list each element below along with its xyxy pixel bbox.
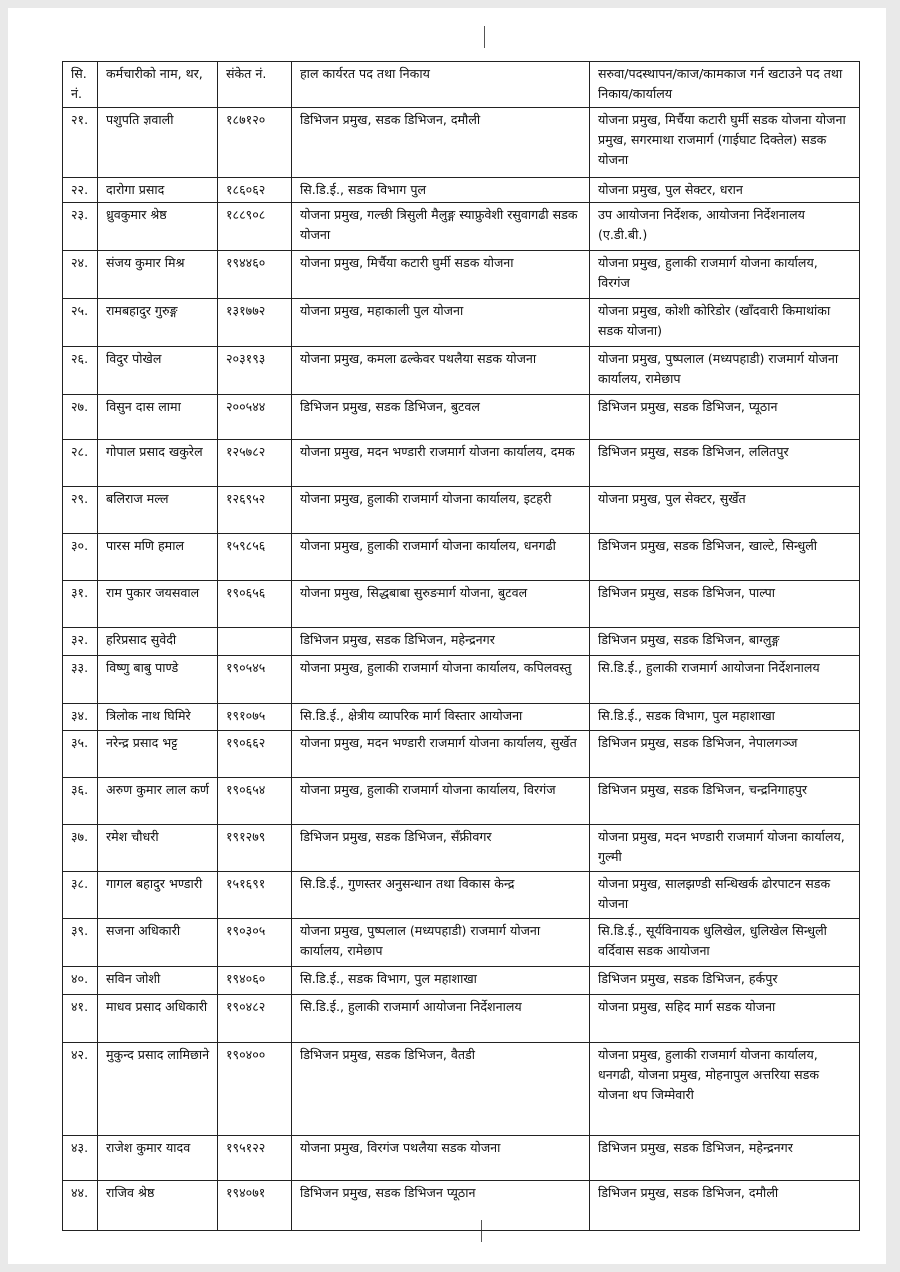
employee-name-cell: विसुन दास लामा <box>98 395 218 440</box>
employee-name-cell: गोपाल प्रसाद खकुरेल <box>98 440 218 487</box>
new-post-cell: योजना प्रमुख, पुल सेक्टर, सुर्खेत <box>590 487 860 534</box>
code-number-cell: १९०६६२ <box>218 731 292 778</box>
new-post-cell: सि.डि.ई., सडक विभाग, पुल महाशाखा <box>590 704 860 731</box>
current-post-cell: योजना प्रमुख, महाकाली पुल योजना <box>292 299 590 347</box>
current-post-cell: योजना प्रमुख, कमला ढल्केवर पथलैया सडक योजना <box>292 347 590 395</box>
employee-name-cell: नरेन्द्र प्रसाद भट्ट <box>98 731 218 778</box>
new-post-cell: डिभिजन प्रमुख, सडक डिभिजन, हर्कपुर <box>590 967 860 995</box>
employee-name-cell: सविन जोशी <box>98 967 218 995</box>
employee-name-cell: त्रिलोक नाथ घिमिरे <box>98 704 218 731</box>
table-row <box>63 1136 860 1181</box>
new-post-cell: डिभिजन प्रमुख, सडक डिभिजन, प्यूठान <box>590 395 860 440</box>
current-post-cell: डिभिजन प्रमुख, सडक डिभिजन, महेन्द्रनगर <box>292 628 590 656</box>
new-post-cell: डिभिजन प्रमुख, सडक डिभिजन, ललितपुर <box>590 440 860 487</box>
serial-number-cell: २८. <box>63 440 98 487</box>
code-number-cell: १९०६५६ <box>218 581 292 628</box>
table-header-row <box>63 62 860 108</box>
current-post-cell: योजना प्रमुख, हुलाकी राजमार्ग योजना कार्यालय, इटहरी <box>292 487 590 534</box>
table-row <box>63 581 860 628</box>
code-number-cell: १२६९५२ <box>218 487 292 534</box>
employee-name-cell: रमेश चौधरी <box>98 825 218 872</box>
new-post-cell: योजना प्रमुख, मदन भण्डारी राजमार्ग योजना कार्यालय, गुल्मी <box>590 825 860 872</box>
new-post-cell: डिभिजन प्रमुख, सडक डिभिजन, खाल्टे, सिन्धुली <box>590 534 860 581</box>
new-post-cell: डिभिजन प्रमुख, सडक डिभिजन, बाग्लुङ्ग <box>590 628 860 656</box>
serial-number-cell: २७. <box>63 395 98 440</box>
staff-transfer-table <box>62 61 860 1231</box>
new-post-cell: योजना प्रमुख, पुष्पलाल (मध्यपहाडी) राजमार्ग योजना कार्यालय, रामेछाप <box>590 347 860 395</box>
employee-name-cell: गागल बहादुर भण्डारी <box>98 872 218 919</box>
current-post-cell: योजना प्रमुख, मदन भण्डारी राजमार्ग योजना कार्यालय, दमक <box>292 440 590 487</box>
employee-name-cell: रामबहादुर गुरुङ्ग <box>98 299 218 347</box>
code-number-cell: १८७१२० <box>218 108 292 178</box>
employee-name-cell: बलिराज मल्ल <box>98 487 218 534</box>
current-post-cell: योजना प्रमुख, पुष्पलाल (मध्यपहाडी) राजमार्ग योजना कार्यालय, रामेछाप <box>292 919 590 967</box>
table-row <box>63 1043 860 1136</box>
header-current-post: हाल कार्यरत पद तथा निकाय <box>292 62 590 108</box>
employee-name-cell: हरिप्रसाद सुवेदी <box>98 628 218 656</box>
table-row <box>63 778 860 825</box>
code-number-cell: १८६०६२ <box>218 178 292 203</box>
code-number-cell: २००५४४ <box>218 395 292 440</box>
employee-name-cell: पशुपति ज्ञवाली <box>98 108 218 178</box>
new-post-cell: योजना प्रमुख, पुल सेक्टर, धरान <box>590 178 860 203</box>
code-number-cell: १३१७७२ <box>218 299 292 347</box>
new-post-cell: उप आयोजना निर्देशक, आयोजना निर्देशनालय (ए.डी.बी.) <box>590 203 860 251</box>
header-code-number: संकेत नं. <box>218 62 292 108</box>
serial-number-cell: २२. <box>63 178 98 203</box>
new-post-cell: योजना प्रमुख, कोशी कोरिडोर (खाँदवारी किमाथांका सडक योजना) <box>590 299 860 347</box>
serial-number-cell: ४०. <box>63 967 98 995</box>
code-number-cell: १५९८५६ <box>218 534 292 581</box>
new-post-cell: सि.डि.ई., हुलाकी राजमार्ग आयोजना निर्देशनालय <box>590 656 860 704</box>
new-post-cell: डिभिजन प्रमुख, सडक डिभिजन, महेन्द्रनगर <box>590 1136 860 1181</box>
serial-number-cell: २६. <box>63 347 98 395</box>
table-row <box>63 628 860 656</box>
new-post-cell: डिभिजन प्रमुख, सडक डिभिजन, पाल्पा <box>590 581 860 628</box>
employee-name-cell: राजिव श्रेष्ठ <box>98 1181 218 1231</box>
employee-name-cell: राम पुकार जयसवाल <box>98 581 218 628</box>
serial-number-cell: २३. <box>63 203 98 251</box>
header-serial-number: सि. नं. <box>63 62 98 108</box>
current-post-cell: योजना प्रमुख, विरगंज पथलैया सडक योजना <box>292 1136 590 1181</box>
current-post-cell: सि.डि.ई., गुणस्तर अनुसन्धान तथा विकास केन्द्र <box>292 872 590 919</box>
new-post-cell: डिभिजन प्रमुख, सडक डिभिजन, नेपालगञ्ज <box>590 731 860 778</box>
current-post-cell: योजना प्रमुख, गल्छी त्रिसुली मैलुङ्ग स्याफ्रुवेशी रसुवागढी सडक योजना <box>292 203 590 251</box>
serial-number-cell: ४३. <box>63 1136 98 1181</box>
serial-number-cell: ३४. <box>63 704 98 731</box>
table-row <box>63 299 860 347</box>
current-post-cell: योजना प्रमुख, हुलाकी राजमार्ग योजना कार्यालय, कपिलवस्तु <box>292 656 590 704</box>
serial-number-cell: ३६. <box>63 778 98 825</box>
serial-number-cell: ३३. <box>63 656 98 704</box>
table-row <box>63 108 860 178</box>
header-new-post: सरुवा/पदस्थापन/काज/कामकाज गर्न खटाउने पद तथा निकाय/कार्यालय <box>590 62 860 108</box>
current-post-cell: सि.डि.ई., सडक विभाग, पुल महाशाखा <box>292 967 590 995</box>
code-number-cell: १९०६५४ <box>218 778 292 825</box>
employee-name-cell: माधव प्रसाद अधिकारी <box>98 995 218 1043</box>
code-number-cell: १९०४८२ <box>218 995 292 1043</box>
employee-name-cell: मुकुन्द प्रसाद लामिछाने <box>98 1043 218 1136</box>
serial-number-cell: ४२. <box>63 1043 98 1136</box>
table-row <box>63 731 860 778</box>
code-number-cell: २०३१९३ <box>218 347 292 395</box>
serial-number-cell: ३९. <box>63 919 98 967</box>
scan-mark-top <box>484 26 485 48</box>
table-row <box>63 534 860 581</box>
current-post-cell: डिभिजन प्रमुख, सडक डिभिजन, सँफ्रीवगर <box>292 825 590 872</box>
current-post-cell: सि.डि.ई., हुलाकी राजमार्ग आयोजना निर्देशनालय <box>292 995 590 1043</box>
serial-number-cell: २९. <box>63 487 98 534</box>
current-post-cell: सि.डि.ई., क्षेत्रीय व्यापरिक मार्ग विस्तार आयोजना <box>292 704 590 731</box>
table-row <box>63 203 860 251</box>
table-row <box>63 656 860 704</box>
employee-name-cell: राजेश कुमार यादव <box>98 1136 218 1181</box>
current-post-cell: सि.डि.ई., सडक विभाग पुल <box>292 178 590 203</box>
serial-number-cell: ३१. <box>63 581 98 628</box>
serial-number-cell: २५. <box>63 299 98 347</box>
table-row <box>63 919 860 967</box>
table-row <box>63 440 860 487</box>
current-post-cell: योजना प्रमुख, हुलाकी राजमार्ग योजना कार्यालय, धनगढी <box>292 534 590 581</box>
table-row <box>63 995 860 1043</box>
new-post-cell: योजना प्रमुख, सहिद मार्ग सडक योजना <box>590 995 860 1043</box>
employee-name-cell: दारोगा प्रसाद <box>98 178 218 203</box>
table-row <box>63 704 860 731</box>
employee-name-cell: विदुर पोखेल <box>98 347 218 395</box>
serial-number-cell: ३८. <box>63 872 98 919</box>
table-row <box>63 967 860 995</box>
new-post-cell: सि.डि.ई., सूर्यविनायक धुलिखेल, धुलिखेल सिन्धुली वर्दिवास सडक आयोजना <box>590 919 860 967</box>
serial-number-cell: ३५. <box>63 731 98 778</box>
employee-name-cell: विष्णु बाबु पाण्डे <box>98 656 218 704</box>
serial-number-cell: २४. <box>63 251 98 299</box>
current-post-cell: डिभिजन प्रमुख, सडक डिभिजन प्यूठान <box>292 1181 590 1231</box>
code-number-cell: १९४०६० <box>218 967 292 995</box>
current-post-cell: डिभिजन प्रमुख, सडक डिभिजन, बुटवल <box>292 395 590 440</box>
new-post-cell: योजना प्रमुख, मिर्चैया कटारी घुर्मी सडक योजना योजना प्रमुख, सगरमाथा राजमार्ग (गाईघाट दिक्तेल) सडक योजना <box>590 108 860 178</box>
current-post-cell: डिभिजन प्रमुख, सडक डिभिजन, वैतडी <box>292 1043 590 1136</box>
new-post-cell: योजना प्रमुख, हुलाकी राजमार्ग योजना कार्यालय, विरगंज <box>590 251 860 299</box>
table-row <box>63 395 860 440</box>
serial-number-cell: ३०. <box>63 534 98 581</box>
new-post-cell: डिभिजन प्रमुख, सडक डिभिजन, दमौली <box>590 1181 860 1231</box>
header-employee-name: कर्मचारीको नाम, थर, <box>98 62 218 108</box>
serial-number-cell: ३७. <box>63 825 98 872</box>
employee-name-cell: पारस मणि हमाल <box>98 534 218 581</box>
employee-name-cell: सजना अधिकारी <box>98 919 218 967</box>
table-row <box>63 347 860 395</box>
serial-number-cell: ४१. <box>63 995 98 1043</box>
serial-number-cell: ३२. <box>63 628 98 656</box>
code-number-cell: १२५७८२ <box>218 440 292 487</box>
table-row <box>63 872 860 919</box>
serial-number-cell: ४४. <box>63 1181 98 1231</box>
employee-name-cell: संजय कुमार मिश्र <box>98 251 218 299</box>
code-number-cell: १९०४०० <box>218 1043 292 1136</box>
table-row <box>63 251 860 299</box>
employee-name-cell: अरुण कुमार लाल कर्ण <box>98 778 218 825</box>
code-number-cell: १९०३०५ <box>218 919 292 967</box>
code-number-cell: १९१२७९ <box>218 825 292 872</box>
table-row <box>63 178 860 203</box>
code-number-cell: १९४४६० <box>218 251 292 299</box>
table-row <box>63 1181 860 1231</box>
code-number-cell: १९१०७५ <box>218 704 292 731</box>
code-number-cell: १९०५४५ <box>218 656 292 704</box>
current-post-cell: योजना प्रमुख, हुलाकी राजमार्ग योजना कार्यालय, विरगंज <box>292 778 590 825</box>
current-post-cell: डिभिजन प्रमुख, सडक डिभिजन, दमौली <box>292 108 590 178</box>
code-number-cell: १९४०७१ <box>218 1181 292 1231</box>
table-row <box>63 487 860 534</box>
new-post-cell: योजना प्रमुख, हुलाकी राजमार्ग योजना कार्यालय, धनगढी, योजना प्रमुख, मोहनापुल अत्तरिया सडक योजना थप जिम्मेवारी <box>590 1043 860 1136</box>
serial-number-cell: २१. <box>63 108 98 178</box>
current-post-cell: योजना प्रमुख, सिद्धबाबा सुरुङमार्ग योजना, बुटवल <box>292 581 590 628</box>
employee-name-cell: ध्रुवकुमार श्रेष्ठ <box>98 203 218 251</box>
new-post-cell: योजना प्रमुख, सालझण्डी सन्धिखर्क ढोरपाटन सडक योजना <box>590 872 860 919</box>
new-post-cell: डिभिजन प्रमुख, सडक डिभिजन, चन्द्रनिगाहपुर <box>590 778 860 825</box>
code-number-cell: १५१६९१ <box>218 872 292 919</box>
current-post-cell: योजना प्रमुख, मिर्चैया कटारी घुर्मी सडक योजना <box>292 251 590 299</box>
code-number-cell <box>218 628 292 656</box>
table-row <box>63 825 860 872</box>
code-number-cell: १८८९०८ <box>218 203 292 251</box>
document-page <box>8 8 886 1264</box>
code-number-cell: १९५१२२ <box>218 1136 292 1181</box>
current-post-cell: योजना प्रमुख, मदन भण्डारी राजमार्ग योजना कार्यालय, सुर्खेत <box>292 731 590 778</box>
